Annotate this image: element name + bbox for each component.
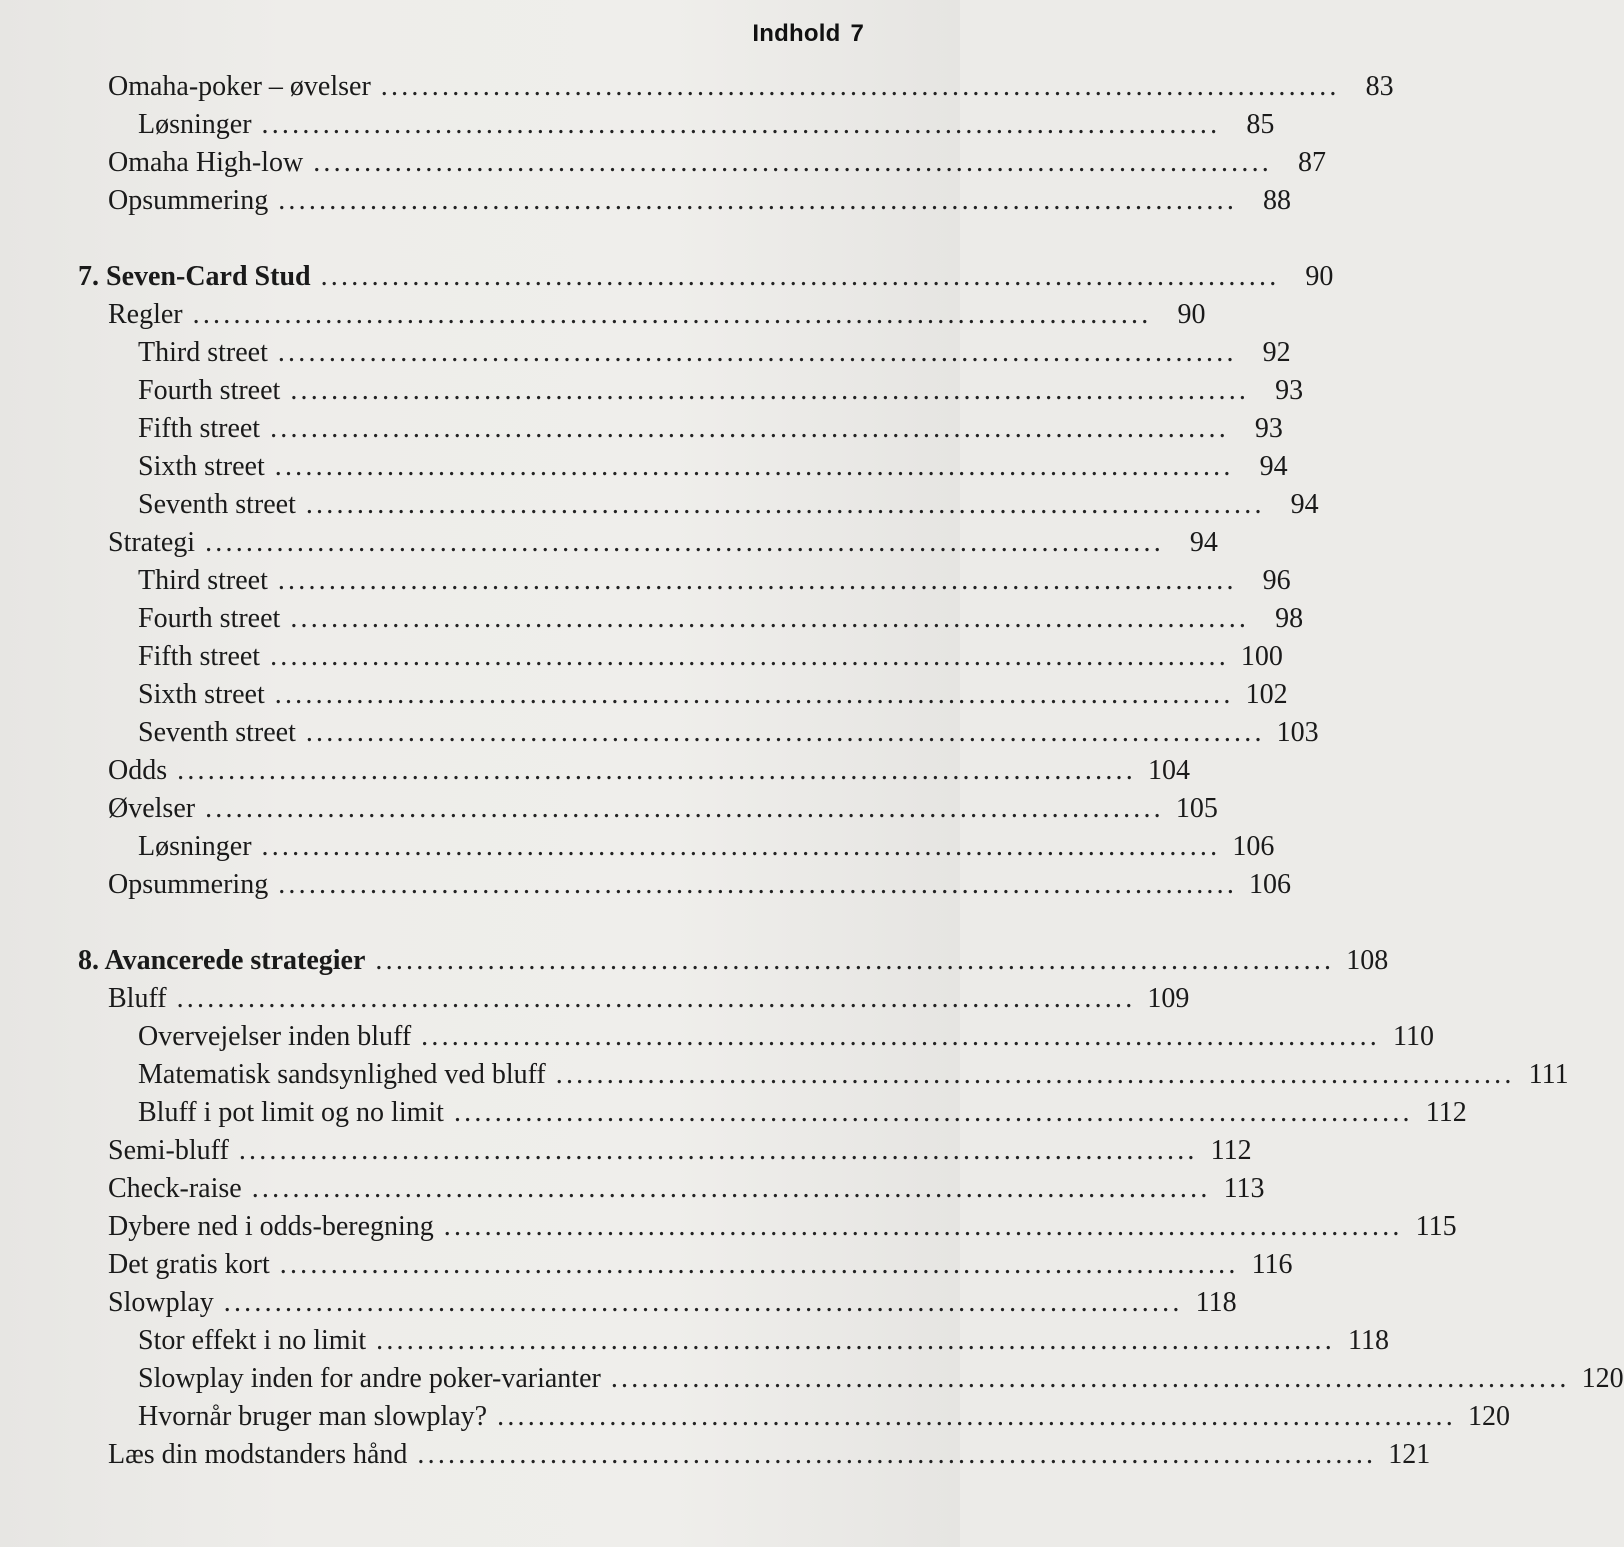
toc-dot-leader: .............................................................................................. bbox=[380, 71, 1340, 102]
toc-entry-page-number: 94 bbox=[1189, 527, 1218, 558]
toc-dot-leader: .............................................................................................. bbox=[251, 1173, 1211, 1204]
running-head-title: Indhold bbox=[752, 20, 841, 47]
toc-entry bbox=[138, 600, 1304, 638]
toc-dot-leader: .............................................................................................. bbox=[274, 679, 1234, 710]
toc-entry-title: 7. Seven-Card Stud bbox=[78, 261, 311, 292]
toc-dot-leader: .............................................................................................. bbox=[274, 451, 1234, 482]
toc-dot-leader: .............................................................................................. bbox=[238, 1135, 1198, 1166]
toc-entry-page-number: 120 bbox=[1581, 1363, 1624, 1394]
toc-chapter-entry bbox=[78, 258, 1334, 296]
toc-entry-page-number: 112 bbox=[1425, 1097, 1467, 1128]
toc-entry bbox=[138, 1056, 1569, 1094]
toc-dot-leader: .............................................................................................. bbox=[192, 299, 1152, 330]
toc-dot-leader: .............................................................................................. bbox=[278, 185, 1238, 216]
running-head-page-number: 7 bbox=[850, 20, 864, 47]
toc-entry-page-number: 85 bbox=[1246, 109, 1275, 140]
toc-entry-page-number: 113 bbox=[1223, 1173, 1265, 1204]
toc-dot-leader: .............................................................................................. bbox=[177, 755, 1136, 786]
toc-entry-page-number: 106 bbox=[1232, 831, 1275, 862]
toc-entry bbox=[108, 1436, 1431, 1474]
toc-entry bbox=[138, 334, 1291, 372]
toc-entry bbox=[138, 1360, 1624, 1398]
toc-entry-title: Slowplay bbox=[108, 1287, 214, 1318]
toc-dot-leader: .............................................................................................. bbox=[305, 717, 1265, 748]
toc-entry-title: Løsninger bbox=[138, 831, 252, 862]
toc-entry-page-number: 87 bbox=[1298, 147, 1326, 178]
toc-entry-page-number: 104 bbox=[1147, 755, 1190, 786]
toc-entry-title: Læs din modstanders hånd bbox=[108, 1439, 408, 1470]
toc-entry bbox=[108, 182, 1292, 220]
toc-entry-title: Stor effekt i no limit bbox=[138, 1325, 367, 1356]
toc-entry-page-number: 105 bbox=[1175, 793, 1218, 824]
toc-entry bbox=[138, 106, 1275, 144]
toc-entry bbox=[138, 448, 1288, 486]
toc-dot-leader: .............................................................................................. bbox=[279, 1249, 1239, 1280]
toc-entry-page-number: 88 bbox=[1263, 185, 1292, 216]
toc-dot-leader: .............................................................................................. bbox=[305, 489, 1265, 520]
toc-entry bbox=[138, 676, 1288, 714]
toc-entry-page-number: 110 bbox=[1393, 1021, 1434, 1052]
toc-entry-title: Strategi bbox=[108, 527, 196, 558]
toc-dot-leader: .............................................................................................. bbox=[555, 1059, 1515, 1090]
toc-entry-page-number: 118 bbox=[1347, 1325, 1389, 1356]
toc-entry-title: Dybere ned i odds-beregning bbox=[108, 1211, 434, 1242]
toc-dot-leader: .............................................................................................. bbox=[497, 1401, 1456, 1432]
toc-entry-page-number: 120 bbox=[1467, 1401, 1510, 1432]
toc-entry-page-number: 90 bbox=[1177, 299, 1206, 330]
toc-entry-page-number: 100 bbox=[1240, 641, 1283, 672]
toc-entry-page-number: 93 bbox=[1275, 375, 1304, 406]
toc-entry bbox=[108, 790, 1218, 828]
toc-entry-title: 8. Avancerede strategier bbox=[78, 945, 366, 976]
toc-dot-leader: .............................................................................................. bbox=[223, 1287, 1183, 1318]
toc-dot-leader: .............................................................................................. bbox=[421, 1021, 1380, 1052]
toc-dot-leader: .............................................................................................. bbox=[277, 337, 1237, 368]
toc-entry-page-number: 115 bbox=[1415, 1211, 1457, 1242]
toc-dot-leader: .............................................................................................. bbox=[205, 793, 1164, 824]
toc-entry bbox=[108, 1132, 1252, 1170]
toc-dot-leader: .............................................................................................. bbox=[375, 945, 1335, 976]
toc-entry-title: Matematisk sandsynlighed ved bluff bbox=[138, 1059, 546, 1090]
toc-dot-leader: .............................................................................................. bbox=[261, 109, 1221, 140]
toc-entry bbox=[108, 68, 1394, 106]
toc-entry-page-number: 106 bbox=[1249, 869, 1292, 900]
toc-entry-page-number: 109 bbox=[1147, 983, 1190, 1014]
toc-entry-title: Opsummering bbox=[108, 869, 269, 900]
toc-entry-title: Fourth street bbox=[138, 375, 281, 406]
toc-entry bbox=[108, 524, 1218, 562]
toc-chapter-entry bbox=[78, 942, 1389, 980]
toc-entry-title: Seventh street bbox=[138, 717, 296, 748]
toc-entry bbox=[108, 980, 1190, 1018]
toc-entry-title: Regler bbox=[108, 299, 183, 330]
toc-entry-title: Seventh street bbox=[138, 489, 296, 520]
toc-entry bbox=[138, 372, 1304, 410]
toc-entry bbox=[108, 866, 1292, 904]
toc-entry-title: Sixth street bbox=[138, 679, 265, 710]
toc-dot-leader: .............................................................................................. bbox=[453, 1097, 1413, 1128]
toc-entry bbox=[138, 1322, 1389, 1360]
toc-entry-page-number: 98 bbox=[1275, 603, 1304, 634]
toc-entry-title: Øvelser bbox=[108, 793, 196, 824]
toc-entry bbox=[108, 1284, 1237, 1322]
toc-entry-page-number: 83 bbox=[1365, 71, 1394, 102]
toc-entry-page-number: 94 bbox=[1290, 489, 1319, 520]
toc-entry-title: Opsummering bbox=[108, 185, 269, 216]
toc-entry bbox=[108, 144, 1326, 182]
toc-entry-title: Odds bbox=[108, 755, 168, 786]
toc-entry-title: Third street bbox=[138, 337, 268, 368]
toc-entry-title: Fifth street bbox=[138, 413, 261, 444]
toc-entry-page-number: 118 bbox=[1195, 1287, 1237, 1318]
toc-entry bbox=[138, 1018, 1434, 1056]
toc-entry-page-number: 108 bbox=[1346, 945, 1389, 976]
toc-entry bbox=[108, 1208, 1457, 1246]
page-header bbox=[752, 20, 864, 48]
toc-entry bbox=[138, 714, 1319, 752]
toc-entry bbox=[108, 1170, 1265, 1208]
toc-entry-title: Hvornår bruger man slowplay? bbox=[138, 1401, 488, 1432]
toc-dot-leader: .............................................................................................. bbox=[320, 261, 1280, 292]
toc-dot-leader: .............................................................................................. bbox=[278, 869, 1238, 900]
toc-entry-title: Det gratis kort bbox=[108, 1249, 270, 1280]
toc-entry bbox=[108, 1246, 1293, 1284]
toc-entry-title: Fourth street bbox=[138, 603, 281, 634]
toc-entry-page-number: 94 bbox=[1259, 451, 1288, 482]
toc-entry-title: Slowplay inden for andre poker-varianter bbox=[138, 1363, 601, 1394]
toc-entry-title: Bluff bbox=[108, 983, 167, 1014]
toc-entry bbox=[138, 638, 1283, 676]
toc-entry bbox=[138, 410, 1283, 448]
toc-dot-leader: .............................................................................................. bbox=[270, 641, 1229, 672]
toc-entry-page-number: 116 bbox=[1251, 1249, 1293, 1280]
toc-entry-page-number: 111 bbox=[1528, 1059, 1569, 1090]
toc-entry-title: Third street bbox=[138, 565, 268, 596]
toc-dot-leader: .............................................................................................. bbox=[443, 1211, 1403, 1242]
toc-entry-title: Check-raise bbox=[108, 1173, 242, 1204]
toc-entry-title: Fifth street bbox=[138, 641, 261, 672]
toc-entry bbox=[138, 1094, 1467, 1132]
toc-entry bbox=[138, 562, 1291, 600]
toc-dot-leader: .............................................................................................. bbox=[290, 375, 1250, 406]
toc-dot-leader: .............................................................................................. bbox=[261, 831, 1221, 862]
toc-entry bbox=[138, 486, 1319, 524]
toc-entry-title: Omaha-poker – øvelser bbox=[108, 71, 371, 102]
toc-dot-leader: .............................................................................................. bbox=[313, 147, 1272, 178]
toc-dot-leader: .............................................................................................. bbox=[376, 1325, 1335, 1356]
toc-dot-leader: .............................................................................................. bbox=[176, 983, 1136, 1014]
toc-entry bbox=[108, 296, 1206, 334]
toc-entry-page-number: 103 bbox=[1276, 717, 1319, 748]
toc-entry-page-number: 121 bbox=[1388, 1439, 1431, 1470]
toc-dot-leader: .............................................................................................. bbox=[417, 1439, 1377, 1470]
toc-entry-page-number: 90 bbox=[1305, 261, 1334, 292]
toc-entry-title: Sixth street bbox=[138, 451, 265, 482]
toc-entry-title: Overvejelser inden bluff bbox=[138, 1021, 412, 1052]
toc-entry-page-number: 112 bbox=[1210, 1135, 1252, 1166]
toc-entry-page-number: 102 bbox=[1245, 679, 1288, 710]
toc-dot-leader: .............................................................................................. bbox=[290, 603, 1250, 634]
toc-entry bbox=[138, 1398, 1510, 1436]
toc-entry-title: Semi-bluff bbox=[108, 1135, 229, 1166]
toc-dot-leader: .............................................................................................. bbox=[205, 527, 1164, 558]
toc-entry bbox=[138, 828, 1275, 866]
toc-dot-leader: .............................................................................................. bbox=[270, 413, 1229, 444]
toc-entry-title: Løsninger bbox=[138, 109, 252, 140]
toc-entry-title: Omaha High-low bbox=[108, 147, 304, 178]
toc-dot-leader: .............................................................................................. bbox=[277, 565, 1237, 596]
toc-entry-page-number: 92 bbox=[1262, 337, 1291, 368]
toc-entry bbox=[108, 752, 1190, 790]
toc-dot-leader: .............................................................................................. bbox=[610, 1363, 1570, 1394]
toc-entry-page-number: 96 bbox=[1262, 565, 1291, 596]
toc-entry-title: Bluff i pot limit og no limit bbox=[138, 1097, 444, 1128]
toc-entry-page-number: 93 bbox=[1254, 413, 1283, 444]
